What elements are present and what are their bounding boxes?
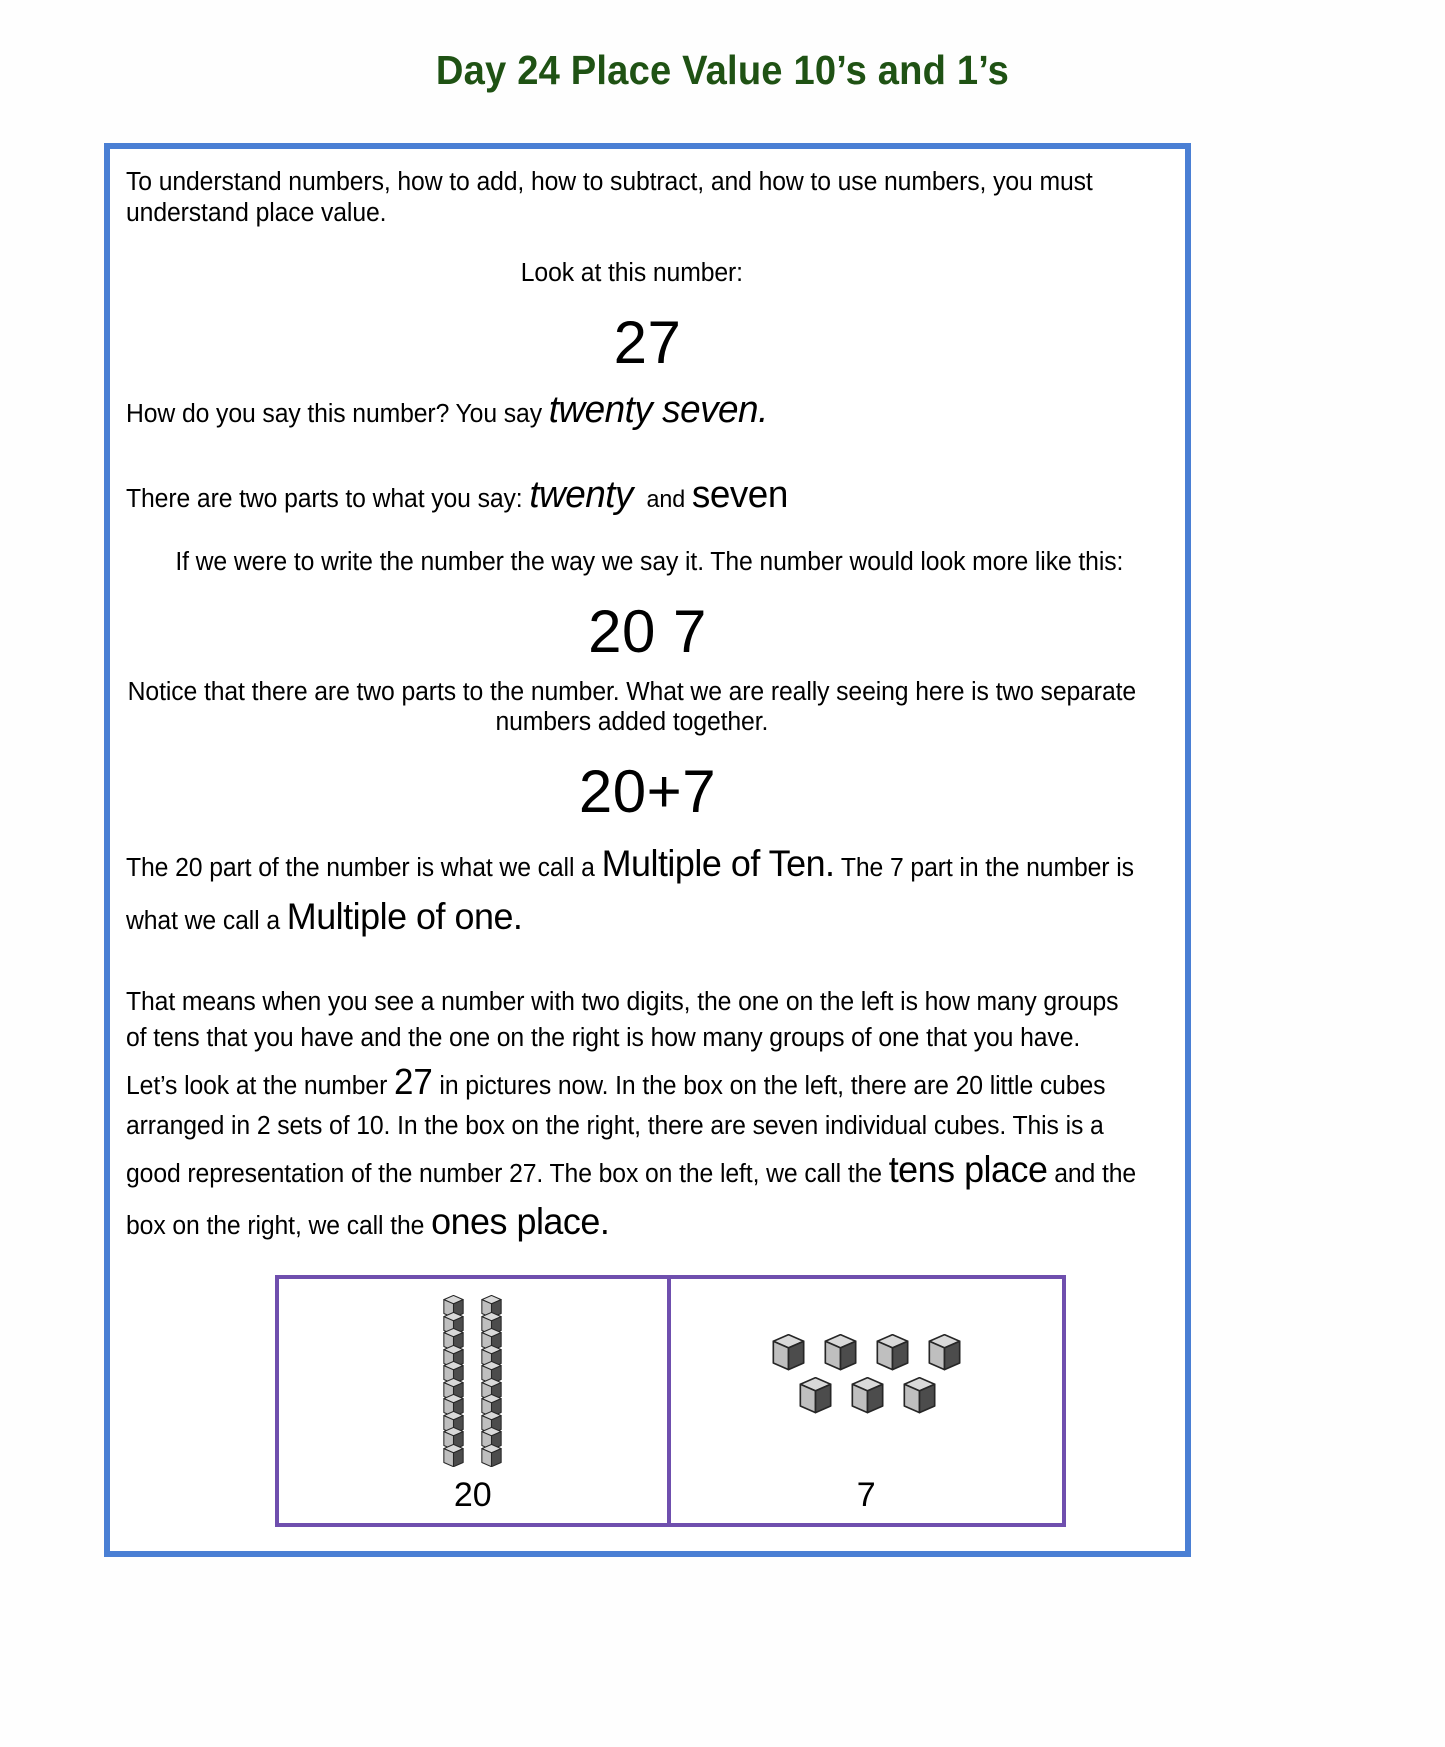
- that-means-part-1: That means when you see a number with two digits, the one on the left is how many groups of tens that you have and the one on the right is how many groups of one that you have. Let’s look at the number: [126, 988, 1119, 1101]
- unit-cube-icon: [481, 1444, 502, 1468]
- twenty-word: twenty: [529, 474, 633, 517]
- unit-cube-icon: [851, 1377, 884, 1414]
- multiple-of-one-emphasis: Multiple of one.: [286, 896, 523, 938]
- tens-place-box: [279, 1279, 671, 1523]
- unit-cube-icon: [443, 1444, 464, 1468]
- ones-place-emphasis: ones place.: [431, 1201, 610, 1243]
- ones-cube-row: [799, 1377, 936, 1414]
- lesson-content-box: [104, 143, 1191, 1557]
- inline-number-27: 27: [394, 1061, 433, 1103]
- tens-place-emphasis: tens place: [888, 1148, 1048, 1190]
- place-value-diagram: [275, 1275, 1066, 1527]
- two-parts-prefix: There are two parts to what you say:: [126, 485, 530, 514]
- look-at-number-label: Look at this number:: [520, 259, 743, 288]
- number-27-display: 27: [613, 308, 682, 376]
- and-word-spacer: [633, 485, 647, 513]
- unit-cube-icon: [903, 1377, 936, 1414]
- tens-rod: [481, 1295, 502, 1467]
- how-do-you-say-prefix: How do you say this number? You say: [126, 399, 549, 428]
- ones-box-label: 7: [856, 1476, 876, 1514]
- unit-cube-icon: [799, 1377, 832, 1414]
- notice-two-parts-line: Notice that there are two parts to the number. What we are really seeing here is two separate numbers added together.: [127, 677, 1137, 737]
- lesson-inner: [126, 167, 1169, 1541]
- write-as-we-say-line: If we were to write the number the way we say it. The number would look more like this:: [175, 547, 1124, 576]
- ones-cubes-group: [671, 1334, 1063, 1414]
- number-20-plus-7-display: 20+7: [578, 757, 717, 825]
- seven-word: seven: [691, 474, 788, 517]
- multiple-of-ten-emphasis: Multiple of Ten.: [601, 842, 835, 884]
- twenty-seven-emphasis: twenty seven.: [548, 388, 768, 431]
- unit-cube-icon: [772, 1334, 805, 1371]
- tens-rods-group: [279, 1295, 667, 1467]
- that-means-part-3: and the box on the right, we call the: [126, 1159, 1137, 1241]
- intro-paragraph: To understand numbers, how to add, how to subtract, and how to use numbers, you must understand place value.: [126, 168, 1093, 227]
- and-word: and: [646, 486, 686, 514]
- tens-box-label: 20: [453, 1476, 492, 1514]
- that-means-paragraph: [126, 984, 1138, 1249]
- number-20-7-display: 20 7: [588, 597, 707, 665]
- multiple-prefix-a: The 20 part of the number is what we call a: [126, 853, 602, 882]
- two-parts-line: [126, 473, 1138, 519]
- multiple-explanation-paragraph: [126, 837, 1138, 944]
- page-title: Day 24 Place Value 10’s and 1’s: [435, 47, 1010, 93]
- unit-cube-icon: [928, 1334, 961, 1371]
- unit-cube-icon: [824, 1334, 857, 1371]
- unit-cube-icon: [876, 1334, 909, 1371]
- ones-place-box: [671, 1279, 1063, 1523]
- multiple-prefix-b: The 7 part in the number is what we call a: [126, 853, 1134, 936]
- that-means-part-2: in pictures now. In the box on the left, there are 20 little cubes arranged in 2 sets of 10. In the box on the right, there are seven individual cubes. This is a good representation of the number 27. The box on the left, we call the: [126, 1072, 1106, 1188]
- how-do-you-say-line: [126, 388, 1138, 434]
- tens-rod: [443, 1295, 464, 1467]
- ones-cube-row: [772, 1334, 961, 1371]
